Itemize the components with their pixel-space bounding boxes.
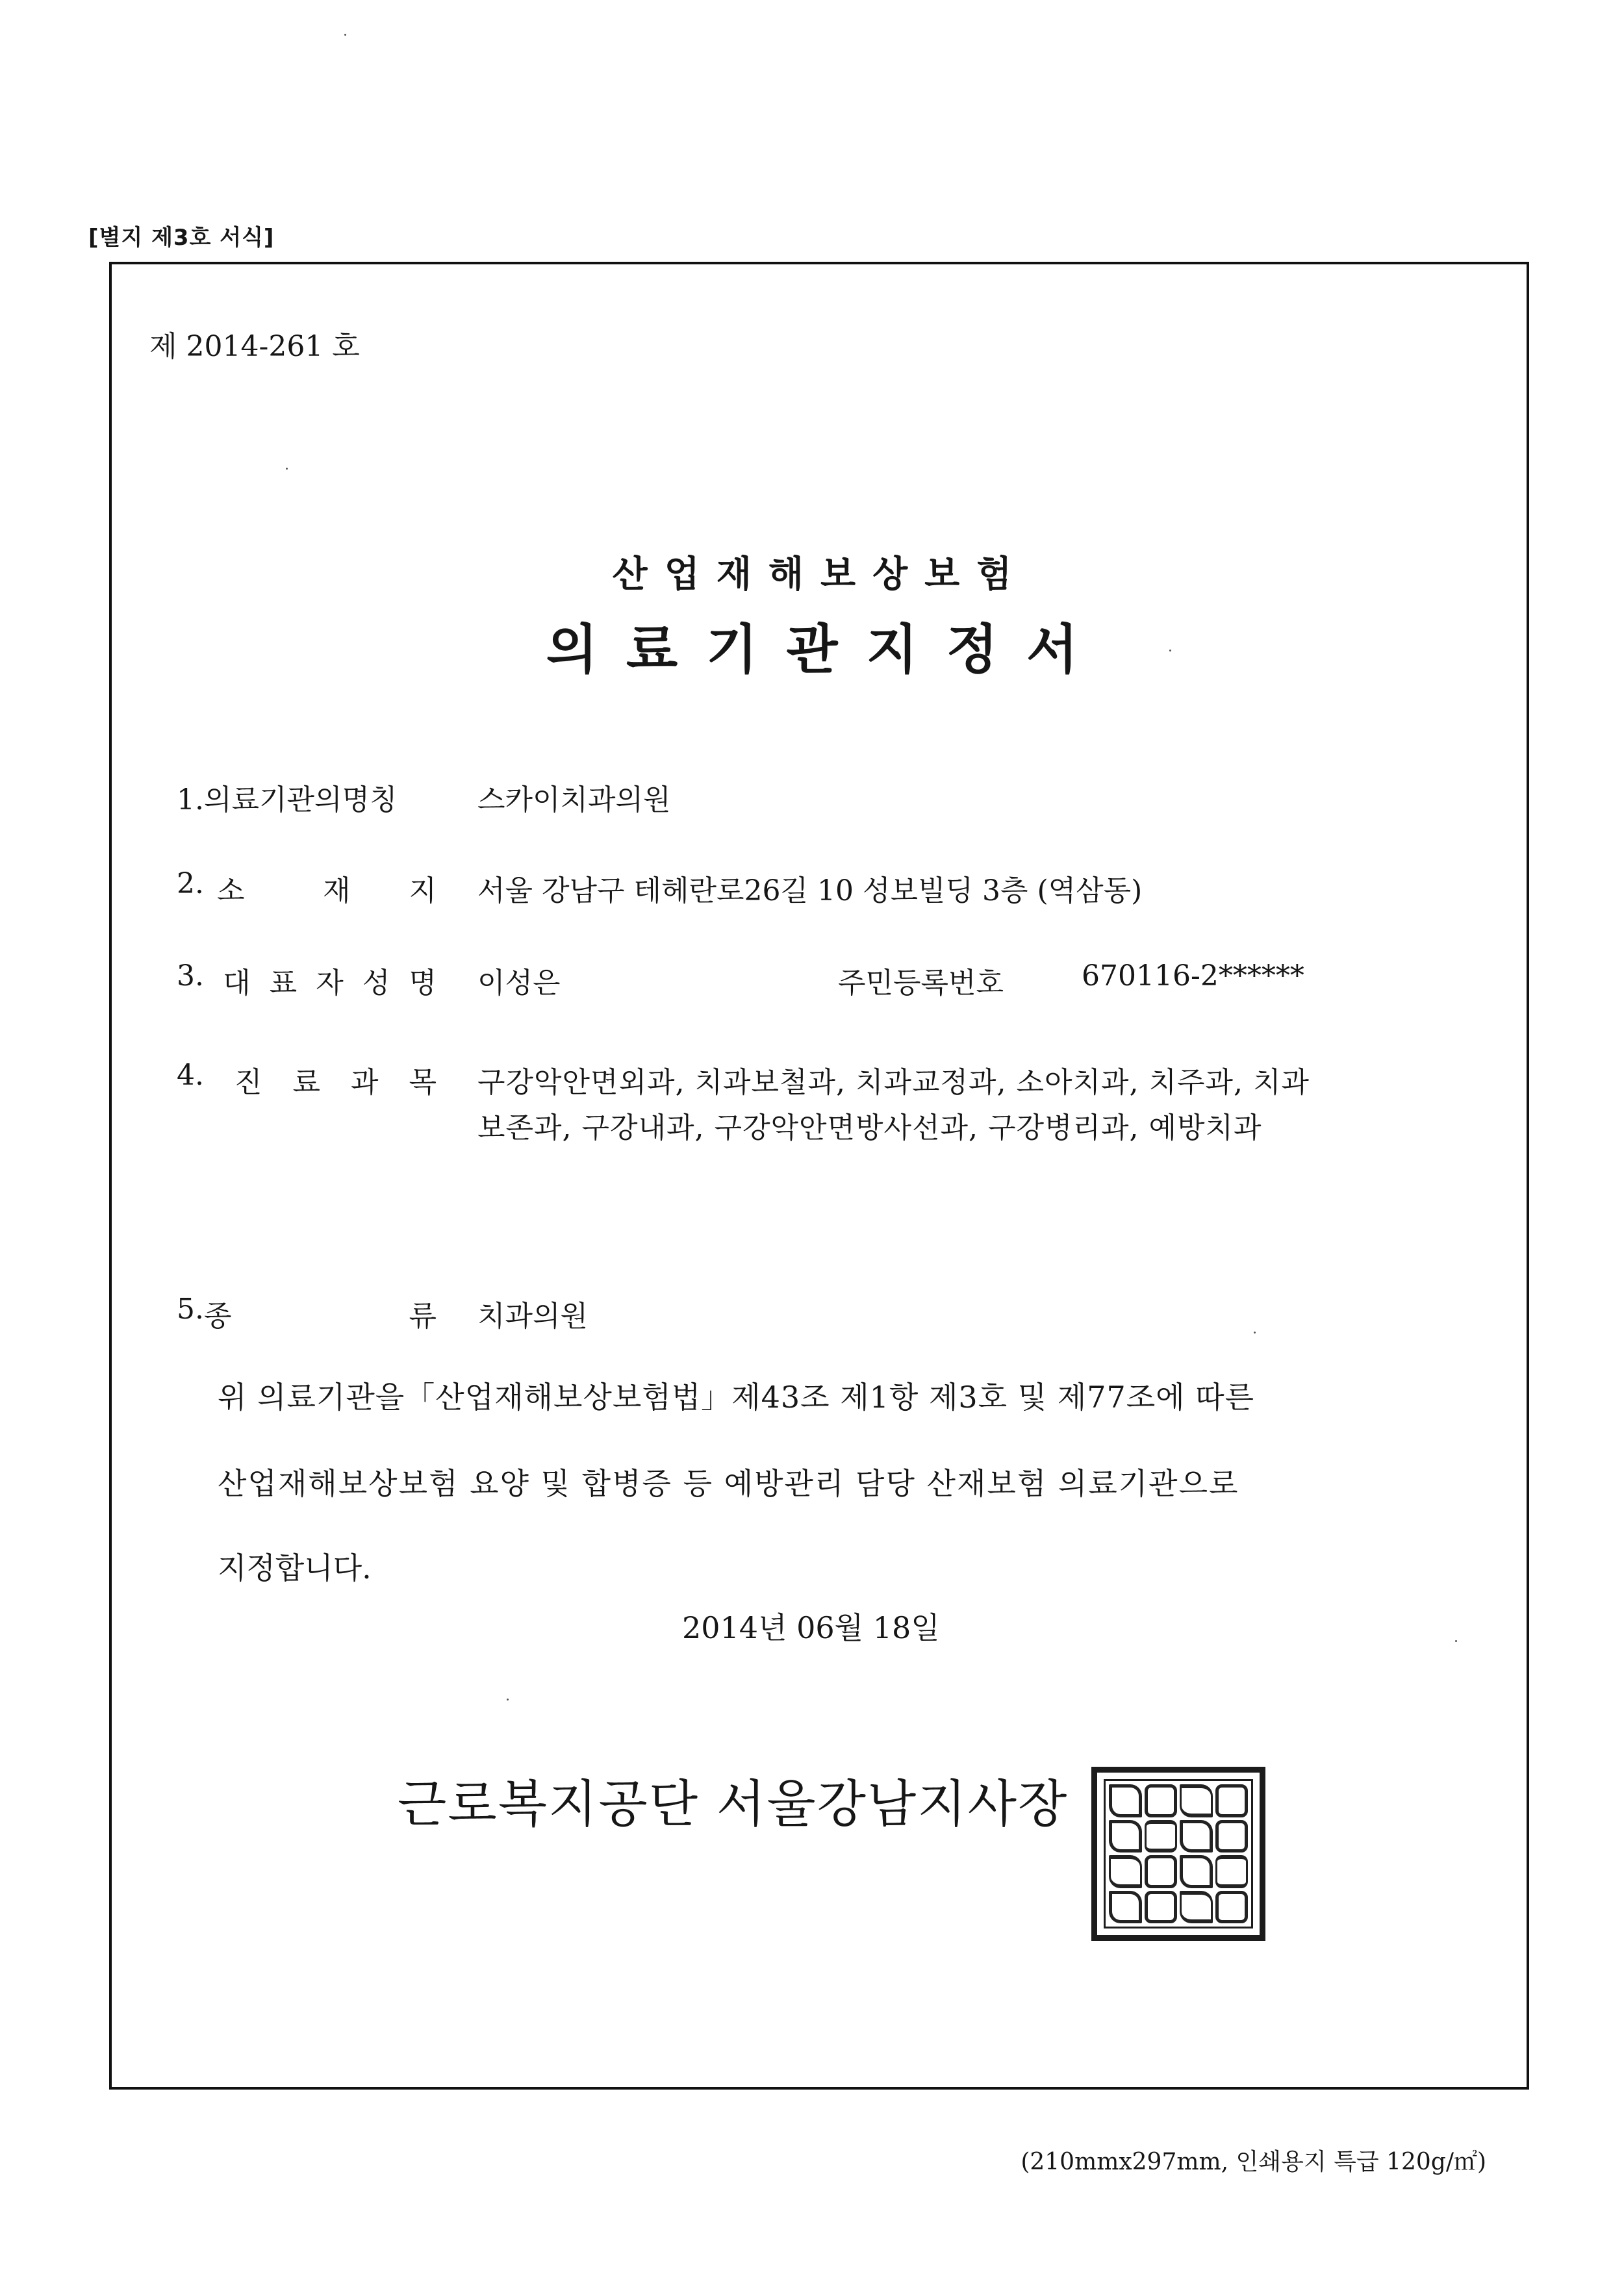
issue-date: 2014년 06월 18일 (682, 1610, 940, 1645)
form-label: [별지 제3호 서식] (88, 225, 275, 251)
scan-speck (1169, 650, 1171, 651)
field-type-label: 5. 종 류 (177, 1293, 437, 1333)
issuer-name: 근로복지공단 서울강남지사장 (398, 1775, 1069, 1834)
field-id-label: 주민등록번호 (838, 967, 1004, 1000)
field-representative-label: 3. 대 표 자 성 명 (177, 959, 437, 1000)
scan-speck (507, 1699, 509, 1701)
body-text-line1: 위 의료기관을「산업재해보상보험법」제43조 제1항 제3호 및 제77조에 따른 (218, 1380, 1255, 1415)
scan-speck (344, 34, 346, 36)
field-id-value: 670116-2****** (1082, 959, 1304, 993)
body-text-line3: 지정합니다. (218, 1550, 372, 1586)
official-seal (1091, 1767, 1265, 1941)
scan-speck (1254, 1332, 1256, 1334)
field-departments-line1: 구강악안면외과, 치과보철과, 치과교정과, 소아치과, 치주과, 치과 (477, 1066, 1310, 1099)
paper-spec-footer: (210mmx297mm, 인쇄용지 특급 120g/㎡) (1021, 2149, 1486, 2175)
field-name-value: 스카이치과의원 (477, 783, 671, 816)
body-text-line2: 산업재해보상보험 요양 및 합병증 등 예방관리 담당 산재보험 의료기관으로 (218, 1466, 1239, 1501)
document-number: 제 2014-261 호 (149, 330, 360, 363)
document-subtitle: 산업재해보상보험 (612, 553, 1029, 596)
field-name-label: 1.의료기관의명칭 (177, 783, 398, 816)
scan-speck (286, 468, 288, 470)
document-title: 의료기관지정서 (546, 619, 1107, 681)
scan-speck (1455, 1640, 1457, 1642)
field-location-label: 2. 소 재 지 (177, 867, 437, 907)
field-departments-line2: 보존과, 구강내과, 구강악안면방사선과, 구강병리과, 예방치과 (477, 1111, 1262, 1144)
field-type-value: 치과의원 (477, 1300, 589, 1333)
field-location-value: 서울 강남구 테헤란로26길 10 성보빌딩 3층 (역삼동) (477, 874, 1143, 907)
field-departments-label: 4. 진 료 과 목 (177, 1059, 437, 1099)
field-representative-value: 이성은 (477, 967, 561, 1000)
